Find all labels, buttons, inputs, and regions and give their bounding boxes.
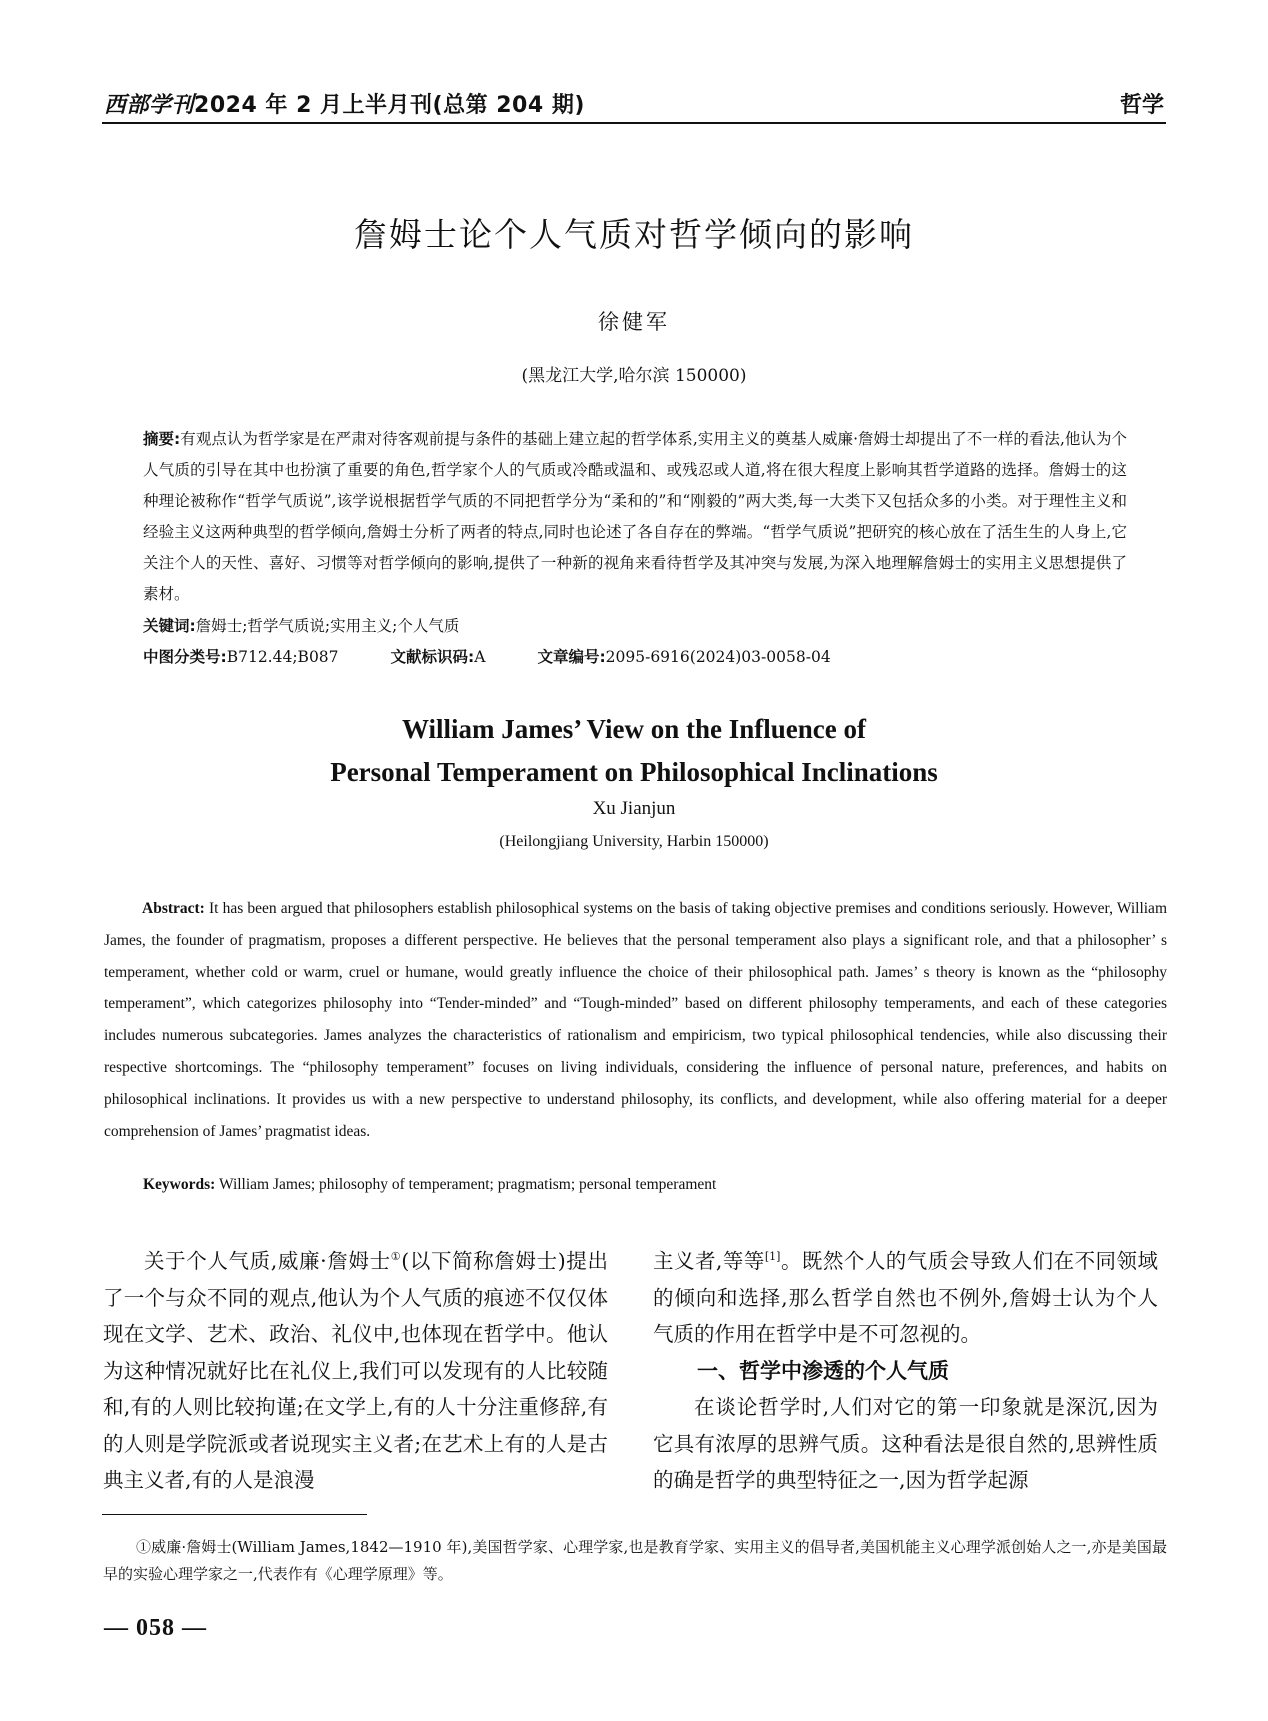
abstract-en bbox=[104, 893, 1167, 1147]
abstract-cn bbox=[143, 424, 1127, 610]
footnote-rule bbox=[102, 1514, 367, 1515]
article-number-value: 2095-6916(2024)03-0058-04 bbox=[605, 648, 831, 666]
abstract-text-cn: 有观点认为哲学家是在严肃对待客观前提与条件的基础上建立起的哲学体系,实用主义的奠基人威廉·詹姆士却提出了不一样的看法,他认为个人气质的引导在其中也扮演了重要的角色,哲学家个人的气质或冷酷或温和、或残忍或人道,将在很大程度上影响其哲学道路的选择。詹姆士的这种理论被称作“哲学气质说”,该学说根据哲学气质的不同把哲学分为“柔和的”和“刚毅的”两大类,每一大类下又包括众多的小类。对于理性主义和经验主义这两种典型的哲学倾向,詹姆士分析了两者的特点,同时也论述了各自存在的弊端。“哲学气质说”把研究的核心放在了活生生的人身上,它关注个人的天性、喜好、习惯等对哲学倾向的影响,提供了一种新的视角来看待哲学及其冲突与发展,为深入地理解詹姆士的实用主义思想提供了素材。 bbox=[143, 430, 1127, 603]
keywords-label-en: Keywords: bbox=[143, 1176, 216, 1193]
body-text: 关于个人气质,威廉·詹姆士 bbox=[144, 1249, 391, 1273]
article-title-en bbox=[0, 708, 1268, 794]
body-text: 主义者,等等 bbox=[653, 1249, 765, 1273]
keywords-label-cn: 关键词: bbox=[143, 617, 196, 635]
section-heading: 一、哲学中渗透的个人气质 bbox=[697, 1358, 949, 1383]
classification-line bbox=[143, 645, 831, 667]
body-column-left bbox=[103, 1243, 608, 1499]
section-label: 哲学 bbox=[1119, 93, 1164, 118]
abstract-label-en: Abstract: bbox=[142, 900, 205, 917]
body-paragraph: 在谈论哲学时,人们对它的第一印象就是深沉,因为它具有浓厚的思辨气质。这种看法是很自然的,思辨性质的确是哲学的典型特征之一,因为哲学起源 bbox=[653, 1395, 1158, 1492]
keywords-en bbox=[143, 1176, 716, 1194]
issue-info: 2024 年 2 月上半月刊(总第 204 期) bbox=[194, 93, 585, 118]
clc-value: B712.44;B087 bbox=[226, 648, 339, 666]
abstract-text-en: It has been argued that philosophers establish philosophical systems on the basis of taking objective premises and conditions seriously. However, William James, the founder of pragmatism, proposes a different perspective. He believes that the personal temperament also plays a significant role, and that a philosopher’ s temperament, whether cold or warm, cruel or humane, would greatly influence the choice of their philosophical path. James’ s theory is known as the “philosophy temperament”, which categorizes philosophy into “Tender-minded” and “Tough-minded” based on different philosophy temperaments, and each of these categories includes numerous subcategories. James analyzes the characteristics of rationalism and empiricism, two typical philosophical tendencies, while also discussing their respective shortcomings. The “philosophy temperament” focuses on living individuals, considering the influence of personal nature, preferences, and habits on philosophical inclinations. It provides us with a new perspective to understand philosophy, its conflicts, and development, while also offering material for a deeper comprehension of James’ pragmatist ideas. bbox=[104, 900, 1167, 1140]
author-name-en: Xu Jianjun bbox=[592, 798, 676, 819]
affiliation-cn: (黑龙江大学,哈尔滨 150000) bbox=[521, 366, 747, 386]
clc-label: 中图分类号: bbox=[143, 648, 227, 666]
citation-ref[interactable]: [1] bbox=[764, 1250, 781, 1264]
abstract-label-cn: 摘要: bbox=[143, 430, 181, 448]
body-text: (以下简称詹姆士)提出了一个与众不同的观点,他认为个人气质的痕迹不仅仅体现在文学、艺术、政治、礼仪中,也体现在哲学中。他认为这种情况就好比在礼仪上,我们可以发现有的人比较随和,有的人则比较拘谨;在文学上,有的人十分注重修辞,有的人则是学院派或者说现实主义者;在艺术上有的人是古典主义者,有的人是浪漫 bbox=[103, 1249, 608, 1492]
doc-code-label: 文献标识码: bbox=[390, 648, 475, 666]
keywords-text-cn: 詹姆士;哲学气质说;实用主义;个人气质 bbox=[195, 617, 460, 635]
page-number: — 058 — bbox=[104, 1615, 207, 1641]
body-column-right bbox=[653, 1243, 1158, 1499]
title-en-line-2: Personal Temperament on Philosophical Inclinations bbox=[330, 757, 938, 787]
affiliation-en: (Heilongjiang University, Harbin 150000) bbox=[499, 833, 769, 850]
header-rule bbox=[102, 122, 1166, 124]
journal-name: 西部学刊 bbox=[104, 93, 195, 118]
body-paragraph bbox=[653, 1243, 1158, 1353]
doc-code-value: A bbox=[474, 648, 486, 666]
footnote-marker[interactable]: ① bbox=[390, 1250, 402, 1264]
article-title-cn: 詹姆士论个人气质对哲学倾向的影响 bbox=[354, 215, 914, 254]
running-header bbox=[104, 88, 585, 119]
body-paragraph bbox=[103, 1243, 608, 1499]
keywords-cn bbox=[143, 611, 1127, 642]
article-number-label: 文章编号: bbox=[537, 648, 606, 666]
author-name-cn: 徐健军 bbox=[598, 310, 670, 334]
keywords-text-en: William James; philosophy of temperament; pragmatism; personal temperament bbox=[218, 1176, 717, 1193]
body-text: 。既然个人的气质会导致人们在不同领域的倾向和选择,那么哲学自然也不例外,詹姆士认为个人气质的作用在哲学中是不可忽视的。 bbox=[653, 1249, 1158, 1346]
title-en-line-1: William James’ View on the Influence of bbox=[402, 714, 866, 744]
footnote: ①威廉·詹姆士(William James,1842—1910 年),美国哲学家、心理学家,也是教育学家、实用主义的倡导者,美国机能主义心理学派创始人之一,亦是美国最早的实验心理学家之一,代表作有《心理学原理》等。 bbox=[103, 1538, 1167, 1583]
